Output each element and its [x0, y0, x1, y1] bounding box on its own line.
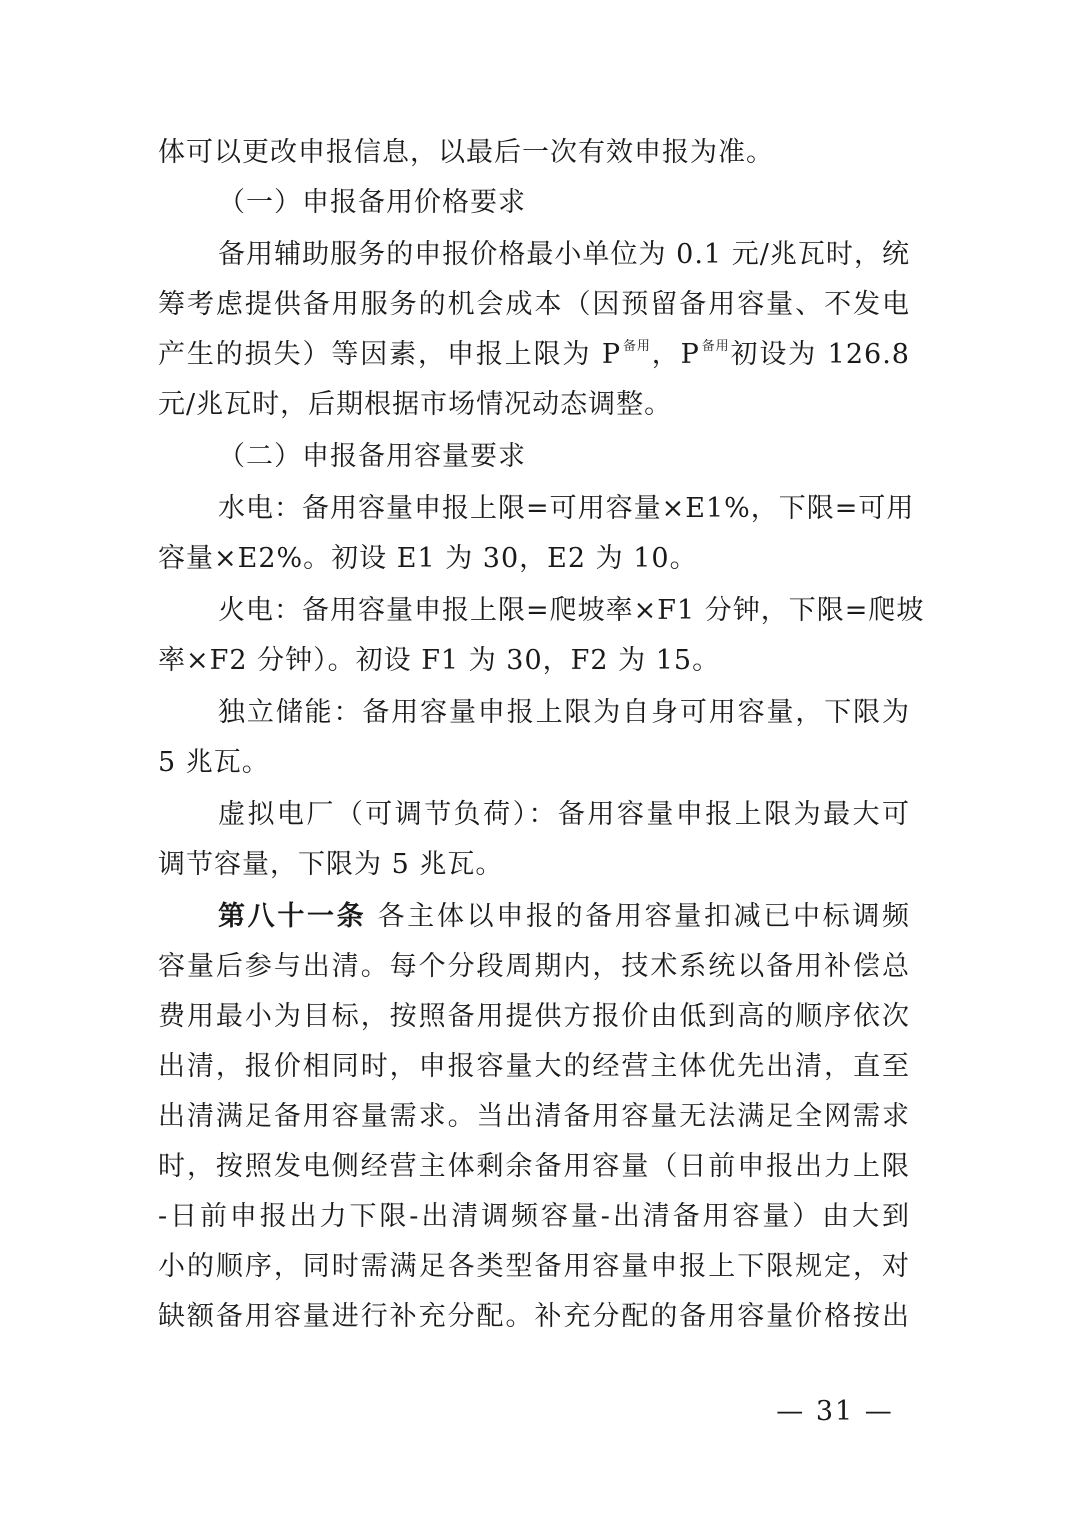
paragraph-line: 缺额备用容量进行补充分配。补充分配的备用容量价格按出 — [158, 1301, 910, 1332]
superscript-label: 备用 — [700, 339, 730, 354]
text-segment: 初设为 126.8 — [730, 339, 910, 370]
paragraph-line — [158, 330, 910, 380]
paragraph-line: 火电：备用容量申报上限=爬坡率×F1 分钟，下限=爬坡 — [218, 595, 925, 626]
page-number: — 31 — — [776, 1396, 894, 1427]
paragraph-line: 体可以更改申报信息，以最后一次有效申报为准。 — [158, 137, 774, 168]
paragraph-line: -日前申报出力下限-出清调频容量-出清备用容量）由大到 — [158, 1201, 910, 1232]
paragraph-line: 时，按照发电侧经营主体剩余备用容量（日前申报出力上限 — [158, 1151, 910, 1182]
paragraph-line: 虚拟电厂（可调节负荷）：备用容量申报上限为最大可 — [218, 799, 910, 830]
article-title: 第八十一条 — [218, 901, 367, 932]
paragraph-line: 备用辅助服务的申报价格最小单位为 0.1 元/兆瓦时，统 — [218, 239, 910, 270]
paragraph-line: 容量×E2%。初设 E1 为 30，E2 为 10。 — [158, 543, 698, 574]
paragraph-line: 小的顺序，同时需满足各类型备用容量申报上下限规定，对 — [158, 1251, 910, 1282]
paragraph-line: 水电：备用容量申报上限=可用容量×E1%，下限=可用 — [218, 493, 915, 524]
text-segment: ，P — [651, 339, 700, 370]
section-heading-capacity: （二）申报备用容量要求 — [218, 441, 526, 472]
paragraph-line: 元/兆瓦时，后期根据市场情况动态调整。 — [158, 389, 673, 420]
paragraph-line: 出清，报价相同时，申报容量大的经营主体优先出清，直至 — [158, 1051, 910, 1082]
paragraph-line: 容量后参与出清。每个分段周期内，技术系统以备用补偿总 — [158, 951, 910, 982]
paragraph-line: 独立储能：备用容量申报上限为自身可用容量，下限为 — [218, 697, 910, 728]
text-segment: 各主体以申报的备用容量扣减已中标调频 — [366, 901, 910, 932]
paragraph-line: 率×F2 分钟）。初设 F1 为 30，F2 为 15。 — [158, 645, 721, 676]
paragraph-line: 调节容量，下限为 5 兆瓦。 — [158, 849, 504, 880]
section-heading-price: （一）申报备用价格要求 — [218, 187, 526, 218]
paragraph-line: 出清满足备用容量需求。当出清备用容量无法满足全网需求 — [158, 1101, 910, 1132]
paragraph-line: 费用最小为目标，按照备用提供方报价由低到高的顺序依次 — [158, 1001, 910, 1032]
text-segment: 产生的损失）等因素，申报上限为 P — [158, 339, 622, 370]
paragraph-line: 5 兆瓦。 — [158, 747, 270, 778]
article-paragraph — [218, 892, 910, 942]
superscript-label: 备用 — [622, 339, 651, 354]
paragraph-line: 筹考虑提供备用服务的机会成本（因预留备用容量、不发电 — [158, 289, 910, 320]
